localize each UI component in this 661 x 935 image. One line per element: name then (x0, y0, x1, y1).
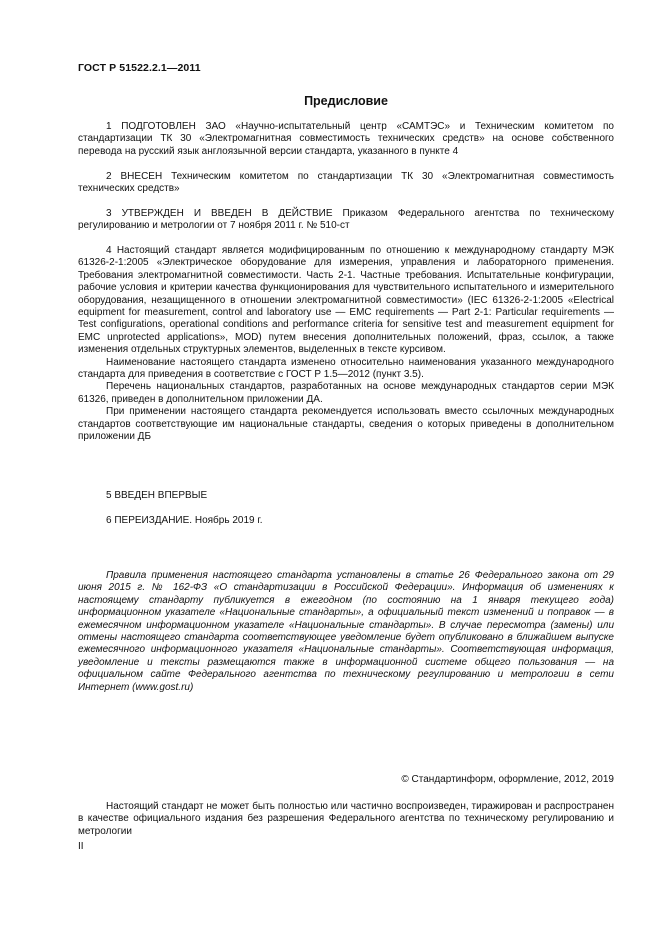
preface-item-4-standards-list: Перечень национальных стандартов, разработанных на основе международных стандартов серии МЭК 61326, приведен в дополнительном приложении ДА. (78, 381, 614, 405)
preface-item-5-text: 5 ВВЕДЕН ВПЕРВЫЕ (106, 490, 208, 501)
application-rules-notice: Правила применения настоящего стандарта установлены в статье 26 Федерального закона от 29 июня 2015 г. № 162-ФЗ «О стандартизации в Российской Федерации». Информация об изменениях к настоящему стандарту публикуется в ежегодном (по состоянию на 1 января текущего года) информационном указателе «Национальные стандарты», а официальный текст изменений и поправок — в ежемесячном информационном указателе «Национальные стандарты». В случае пересмотра (замены) или отмены настоящего стандарта соответствующее уведомление будет опубликовано в ближайшем выпуске ежемесячного информационного указателя «Национальные стандарты». Соответствующая информация, уведомление и тексты размещаются также в информационной системе общего пользования — на официальном сайте Федерального агентства по техническому регулированию и метрологии в сети Интернет (www.gost.ru) (78, 570, 614, 693)
document-code: ГОСТ Р 51522.2.1—2011 (78, 62, 201, 74)
preface-item-1 (78, 121, 614, 158)
preface-item-6-text: 6 ПЕРЕИЗДАНИЕ. Ноябрь 2019 г. (106, 515, 263, 526)
preface-item-4-name-change: Наименование настоящего стандарта изменено относительно наименования указанного международного стандарта для приведения в соответствие с ГОСТ Р 1.5—2012 (пункт 3.5). (78, 356, 614, 381)
page-number: II (78, 841, 84, 852)
preface-item-4-application: При применении настоящего стандарта рекомендуется использовать вместо ссылочных международных стандартов соответствующие им национальные стандарты, сведения о которых приведены в дополнительном приложении ДБ (78, 406, 614, 443)
preface-item-2-text: 2 ВНЕСЕН Техническим комитетом по стандартизации ТК 30 «Электромагнитная совместимость технических средств» (78, 171, 614, 195)
preface-item-2 (78, 171, 614, 196)
preface-item-4 (78, 245, 614, 444)
preface-item-4-text: 4 Настоящий стандарт является модифицированным по отношению к международному стандарту МЭК 61326-2-1:2005 «Электрическое оборудование для измерения, управления и лабораторного применения. Требования электромагнитной совместимости. Часть 2-1. Частные требования. Испытательные конфигурации, рабочие условия и критерии качества функционирования для чувствительного испытательного и измерительного оборудования, незащищенного в отношении электромагнитной совместимости» (IEC 61326-2-1:2005 «Electrical equipment for measurement, control and laboratory use — EMC requirements — Part 2-1: Particular requirements — Test configurations, operational conditions and performance criteria for sensitive test and measurement equipment for EMC unprotected applications», MOD) путем внесения дополнительных положений, фраз, ссылок, а также изменения отдельных структурных элементов, выделенных в тексте курсивом. (78, 245, 614, 356)
reproduction-notice: Настоящий стандарт не может быть полностью или частично воспроизведен, тиражирован и распространен в качестве официального издания без разрешения Федерального агентства по техническому регулированию и метрологии (78, 801, 614, 837)
preface-item-3 (78, 208, 614, 233)
preface-item-6 (78, 515, 614, 527)
preface-item-5 (78, 490, 614, 502)
page-title: Предисловие (304, 94, 388, 108)
preface-item-1-text: 1 ПОДГОТОВЛЕН ЗАО «Научно-испытательный центр «САМТЭС» и Техническим комитетом по стандартизации ТК 30 «Электромагнитная совместимость технических средств» на основе собственного перевода на русский язык англоязычной версии стандарта, указанного в пункте 4 (78, 121, 614, 157)
preface-item-3-text: 3 УТВЕРЖДЕН И ВВЕДЕН В ДЕЙСТВИЕ Приказом Федерального агентства по техническому регулированию и метрологии от 7 ноября 2011 г. № 510-ст (78, 208, 614, 232)
copyright-line: © Стандартинформ, оформление, 2012, 2019 (401, 774, 614, 785)
